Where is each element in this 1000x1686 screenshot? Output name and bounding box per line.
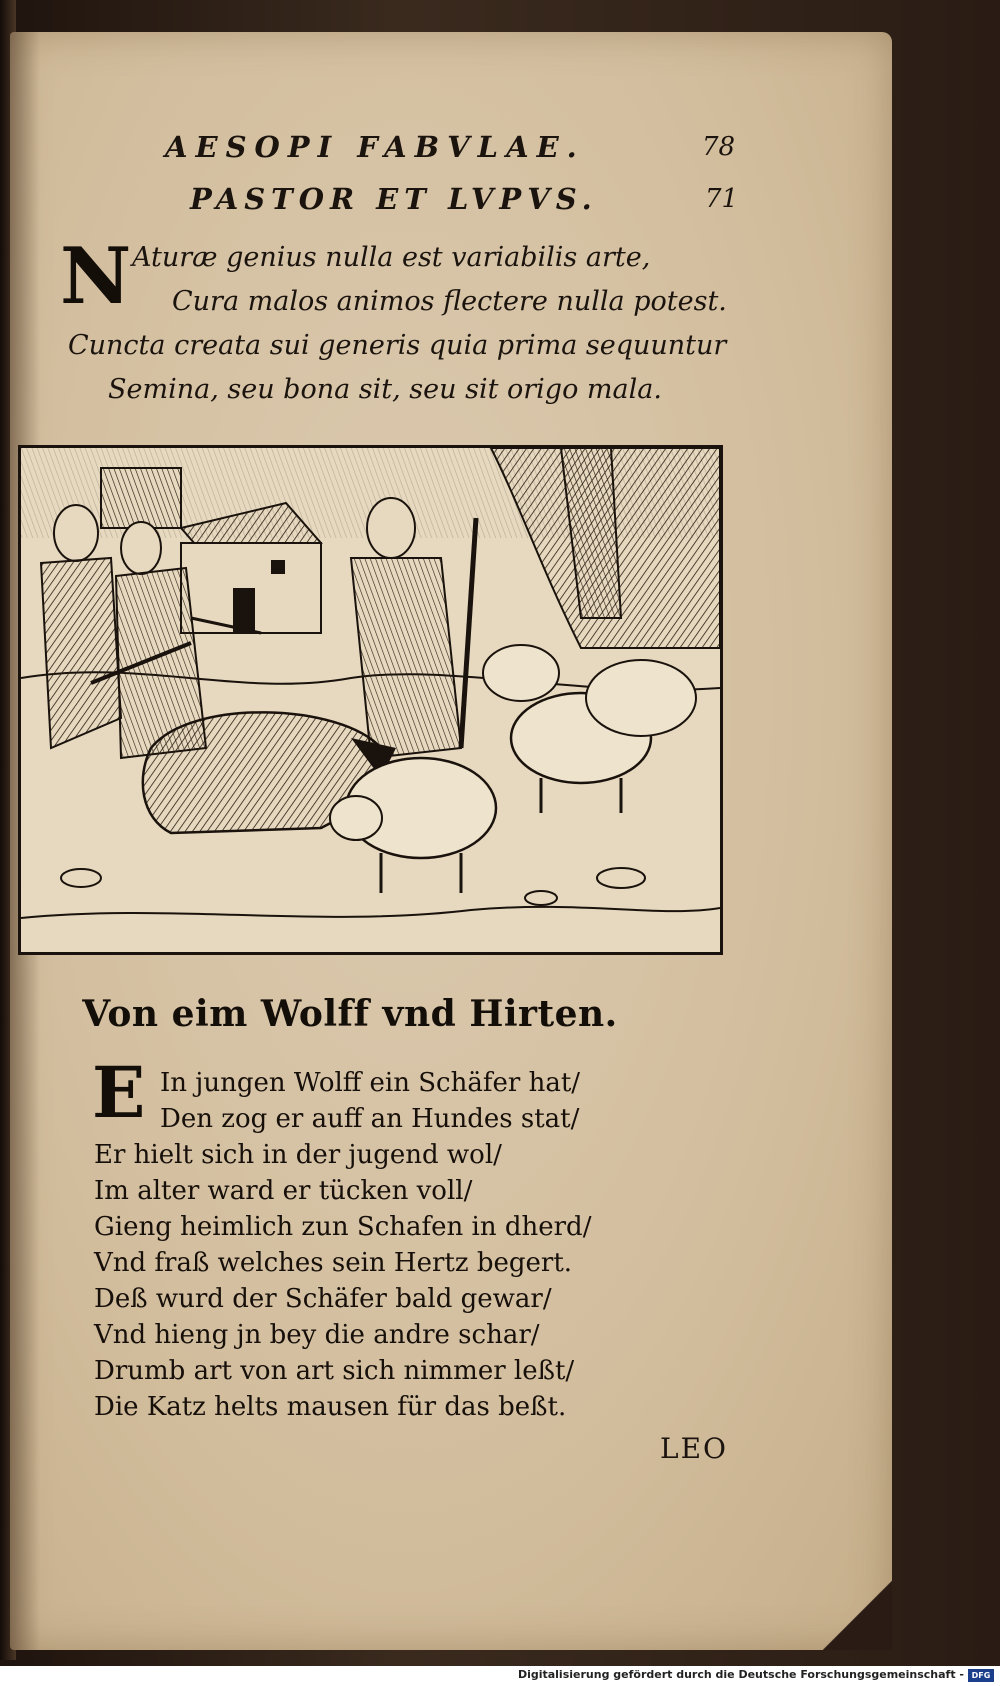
latin-line: Cuncta creata sui generis quia prima sequuntur <box>68 330 727 361</box>
latin-line: Aturæ genius nulla est variabilis arte, <box>132 242 651 273</box>
fable-title: PASTOR ET LVPVS. <box>190 182 598 216</box>
german-line: Im alter ward er tücken voll/ <box>94 1176 473 1206</box>
latin-line: Semina, seu bona sit, seu sit origo mala. <box>108 374 662 405</box>
german-line: Drumb art von art sich nimmer leßt/ <box>94 1356 575 1386</box>
dfg-logo-icon[interactable]: DFG <box>968 1669 994 1682</box>
german-line: Gieng heimlich zun Schafen in dherd/ <box>94 1212 592 1242</box>
latin-dropcap: N <box>60 231 132 322</box>
german-line: In jungen Wolff ein Schäfer hat/ <box>160 1068 581 1098</box>
german-line: Vnd fraß welches sein Hertz begert. <box>94 1248 573 1278</box>
german-line: Vnd hieng jn bey die andre schar/ <box>94 1320 540 1350</box>
german-line: Den zog er auff an Hundes stat/ <box>160 1104 580 1134</box>
german-dropcap: E <box>92 1051 146 1134</box>
woodcut-shepherd-wolf-sheep-icon <box>21 448 720 952</box>
catchword: LEO <box>660 1432 728 1465</box>
german-line: Die Katz helts mausen für das beßt. <box>94 1392 567 1422</box>
latin-line: Cura malos animos flectere nulla potest. <box>172 286 727 317</box>
running-head: AESOPI FABVLAE. <box>165 130 585 164</box>
fable-number: 71 <box>705 184 739 214</box>
digitization-footer <box>0 1666 1000 1686</box>
funding-credit: Digitalisierung gefördert durch die Deutsche Forschungsgemeinschaft - <box>517 1668 964 1681</box>
german-line: Er hielt sich in der jugend wol/ <box>94 1140 502 1170</box>
folio-number: 78 <box>702 132 736 162</box>
woodcut-illustration <box>18 445 723 955</box>
german-heading: Von eim Wolff vnd Hirten. <box>82 993 618 1035</box>
german-line: Deß wurd der Schäfer bald gewar/ <box>94 1284 552 1314</box>
